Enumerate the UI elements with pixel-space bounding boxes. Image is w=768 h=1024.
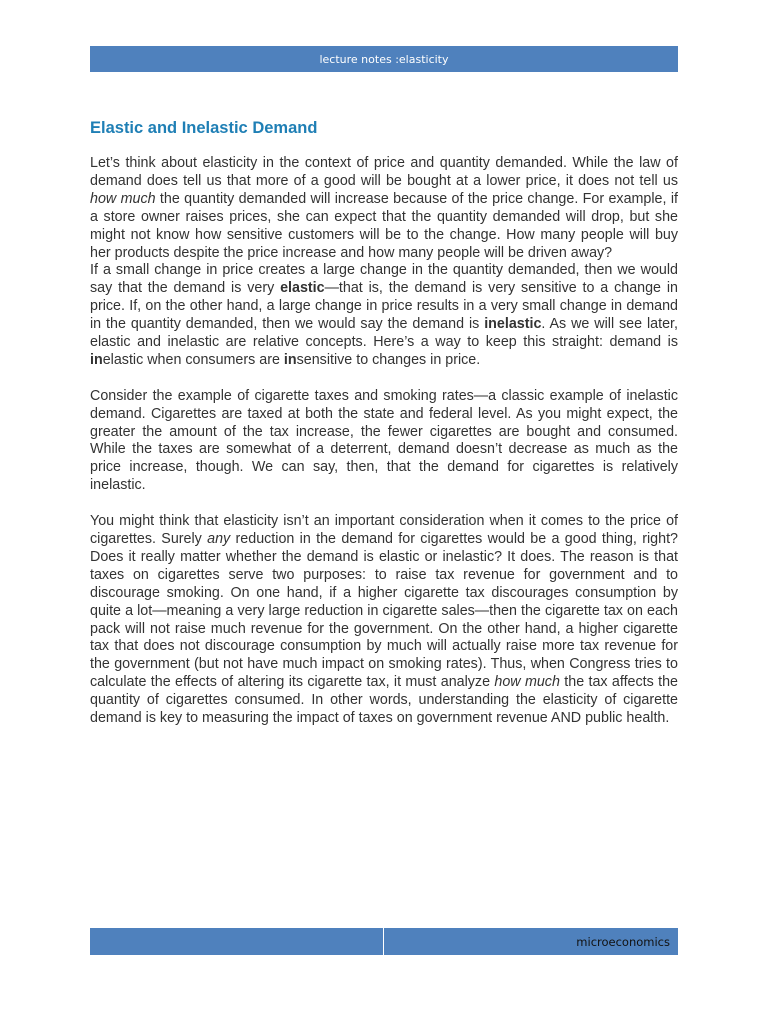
paragraph-4 <box>90 513 678 728</box>
text-run: —that is, the demand is very sensitive to a change in price. If, on the other hand, a large change in price results in a very small change in demand in the quantity demanded, then we would say the demand is <box>90 280 678 333</box>
emphasis: any <box>207 531 231 547</box>
section-heading: Elastic and Inelastic Demand <box>90 119 318 137</box>
text-run: reduction in the demand for cigarettes would be a good thing, right? Does it really matter whether the demand is elastic or inelastic? It does. The reason is that taxes on cigarettes serve two purposes: to raise tax revenue for government and to discourage smoking. On one hand, if a higher cigarette tax discourages consumption by quite a lot—meaning a very large reduction in cigarette sales—then the cigarette tax on each pack will not raise much revenue for the government. On the other hand, a higher cigarette tax that does not discourage consumption by much will actually raise more tax revenue for the government (but not have much impact on smoking rates). Thus, when Congress tries to calculate the effects of altering its cigarette tax, it must analyze <box>90 531 678 691</box>
bold-term: elastic <box>280 280 325 297</box>
text-run: You might think that elasticity isn’t an important consideration when it comes to the price of cigarettes. Surely <box>90 513 678 547</box>
text-run: the tax affects the quantity of cigarettes consumed. In other words, understanding the elasticity of cigarette demand is key to measuring the impact of taxes on government revenue AND public health. <box>90 674 678 727</box>
text-run: . As we will see later, elastic and inelastic are relative concepts. Here’s a way to keep this straight: demand is <box>90 316 678 351</box>
bold-term: inelastic <box>484 316 542 333</box>
text-run: Let’s think about elasticity in the context of price and quantity demanded. While the law of demand does tell us that more of a good will be bought at a lower price, it does not tell us <box>90 155 678 189</box>
footer-left-cell <box>90 928 384 955</box>
footer-right-cell <box>384 928 678 955</box>
bold-term: in <box>90 351 103 368</box>
header-bar <box>90 46 678 72</box>
footer-label: microeconomics <box>576 934 670 949</box>
text-run: sensitive to changes in price. <box>296 351 481 368</box>
bold-term: in <box>283 351 297 368</box>
text-run: If a small change in price creates a large change in the quantity demanded, then we would say that the demand is very <box>90 262 678 297</box>
header-title: lecture notes :elasticity <box>319 52 449 66</box>
emphasis: how much <box>494 674 560 691</box>
body-text <box>90 155 678 728</box>
emphasis: how much <box>90 190 156 207</box>
text-run: the quantity demanded will increase because of the price change. For example, if a store owner raises prices, she can expect that the quantity demanded will drop, but she might not know how sensitive customers will be to the change. How many people will buy her products despite the price increase and how many people will be driven away? <box>90 190 678 261</box>
paragraph-3: Consider the example of cigarette taxes and smoking rates—a classic example of inelastic demand. Cigarettes are taxed at both the state and federal level. As you might expect, the greater the amount of the tax increase, the fewer cigarettes are bought and consumed. While the taxes are somewhat of a deterrent, demand doesn’t decrease as much as the price increase, though. We can say, then, that the demand for cigarettes is relatively inelastic. <box>90 387 678 494</box>
paragraph-1 <box>90 155 678 262</box>
text-run: elastic when consumers are <box>102 351 284 368</box>
paragraph-2 <box>90 262 678 369</box>
footer-bar <box>90 928 678 955</box>
